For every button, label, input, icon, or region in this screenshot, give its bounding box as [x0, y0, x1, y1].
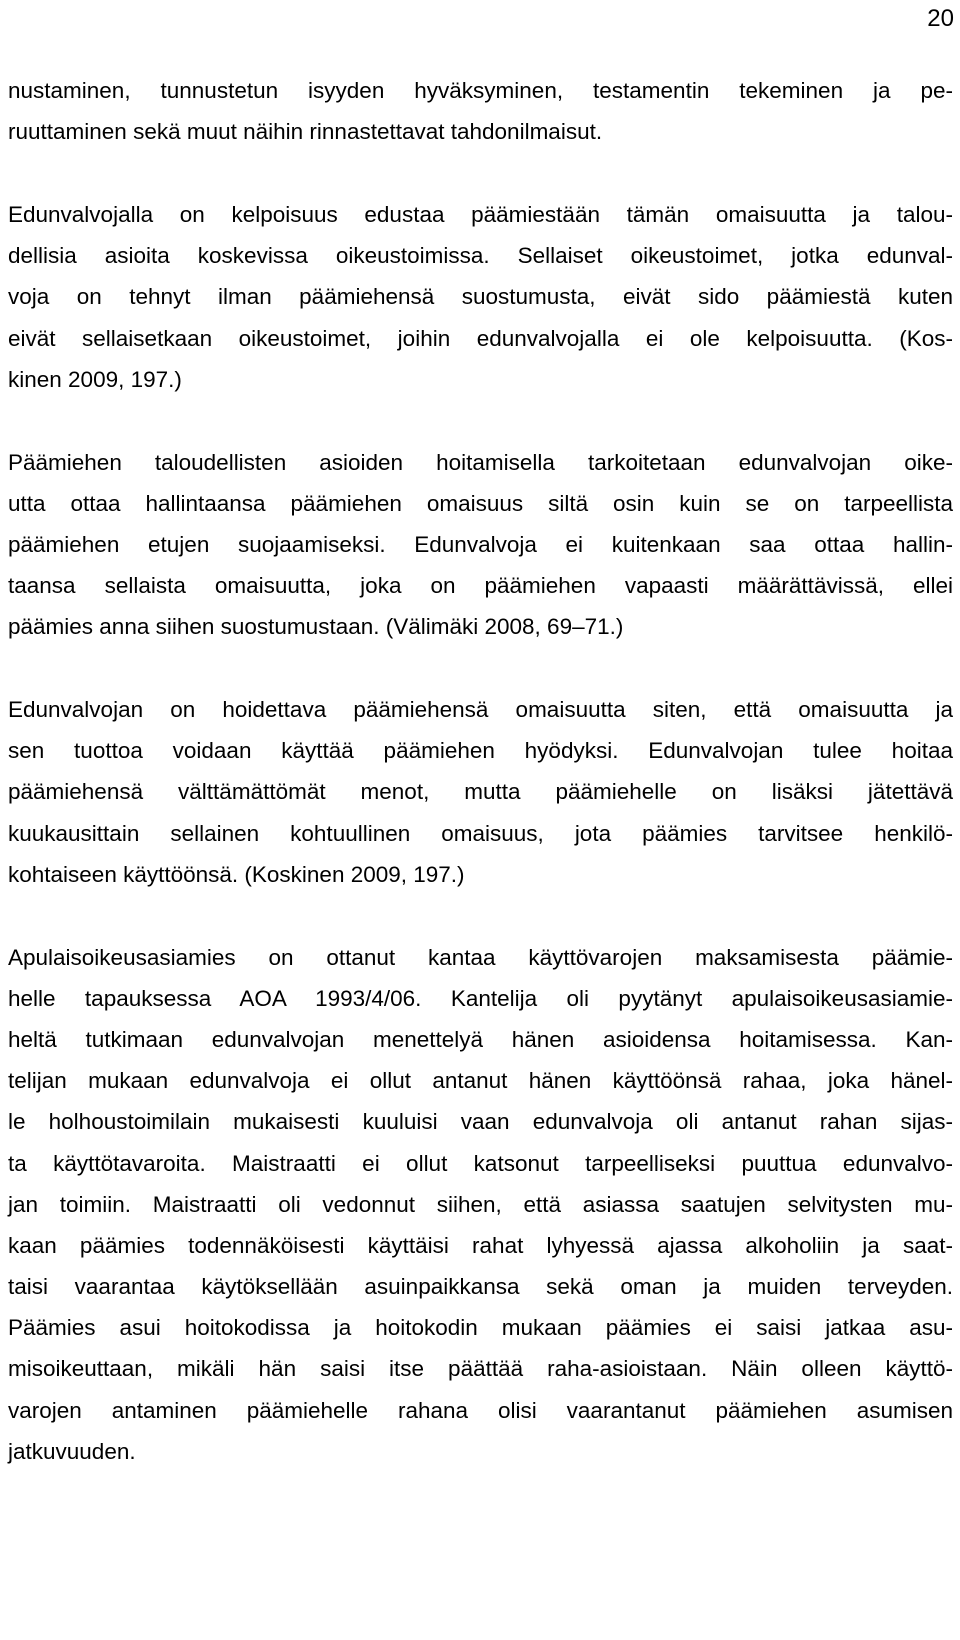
text-line: voja on tehnyt ilman päämiehensä suostumusta, eivät sido päämiestä kuten: [8, 284, 953, 310]
text-line: Päämiehen taloudellisten asioiden hoitamisella tarkoitetaan edunvalvojan oike-: [8, 449, 953, 475]
paragraph-4: [8, 689, 953, 895]
text-line: utta ottaa hallintaansa päämiehen omaisuus siltä osin kuin se on tarpeellista: [8, 490, 953, 516]
text-line: jatkuvuuden.: [8, 1438, 136, 1464]
text-line: Edunvalvojalla on kelpoisuus edustaa päämiestään tämän omaisuutta ja talou-: [8, 201, 953, 227]
text-line: kinen 2009, 197.): [8, 366, 182, 392]
text-line: le holhoustoimilain mukaisesti kuuluisi vaan edunvalvoja oli antanut rahan sijas-: [8, 1109, 953, 1135]
text-line: Päämies asui hoitokodissa ja hoitokodin mukaan päämies ei saisi jatkaa asu-: [8, 1315, 953, 1341]
text-line: dellisia asioita koskevissa oikeustoimissa. Sellaiset oikeustoimet, jotka edunval-: [8, 243, 953, 269]
text-line: sen tuottoa voidaan käyttää päämiehen hyödyksi. Edunvalvojan tulee hoitaa: [8, 738, 953, 764]
text-line: Apulaisoikeusasiamies on ottanut kantaa käyttövarojen maksamisesta päämie-: [8, 944, 953, 970]
text-line: jan toimiin. Maistraatti oli vedonnut siihen, että asiassa saatujen selvitysten mu-: [8, 1191, 953, 1217]
paragraph-2: [8, 194, 953, 400]
text-line: ta käyttötavaroita. Maistraatti ei ollut katsonut tarpeelliseksi puuttua edunvalvo-: [8, 1150, 953, 1176]
text-line: päämies anna siihen suostumustaan. (Välimäki 2008, 69–71.): [8, 614, 624, 640]
text-line: kaan päämies todennäköisesti käyttäisi rahat lyhyessä ajassa alkoholiin ja saat-: [8, 1232, 953, 1258]
text-line: päämiehensä välttämättömät menot, mutta päämiehelle on lisäksi jätettävä: [8, 779, 953, 805]
text-line: päämiehen etujen suojaamiseksi. Edunvalvoja ei kuitenkaan saa ottaa hallin-: [8, 531, 953, 557]
paragraph-1: [8, 70, 953, 152]
page-number: 20: [927, 5, 954, 32]
text-line: heltä tutkimaan edunvalvojan menettelyä hänen asioidensa hoitamisessa. Kan-: [8, 1026, 953, 1052]
text-line: taisi vaarantaa käytöksellään asuinpaikkansa sekä oman ja muiden terveyden.: [8, 1274, 953, 1300]
text-line: taansa sellaista omaisuutta, joka on päämiehen vapaasti määrättävissä, ellei: [8, 573, 953, 599]
text-line: kuukausittain sellainen kohtuullinen omaisuus, jota päämies tarvitsee henkilö-: [8, 820, 953, 846]
text-line: helle tapauksessa AOA 1993/4/06. Kantelija oli pyytänyt apulaisoikeusasiamie-: [8, 985, 953, 1011]
text-line: varojen antaminen päämiehelle rahana olisi vaarantanut päämiehen asumisen: [8, 1397, 953, 1423]
text-line: telijan mukaan edunvalvoja ei ollut antanut hänen käyttöönsä rahaa, joka hänel-: [8, 1068, 953, 1094]
text-line: eivät sellaisetkaan oikeustoimet, joihin edunvalvojalla ei ole kelpoisuutta. (Kos-: [8, 325, 953, 351]
text-line: kohtaiseen käyttöönsä. (Koskinen 2009, 197.): [8, 861, 465, 887]
text-line: ruuttaminen sekä muut näihin rinnastettavat tahdonilmaisut.: [8, 119, 603, 145]
paragraph-3: [8, 442, 953, 648]
paragraph-5: [8, 937, 953, 1472]
text-line: Edunvalvojan on hoidettava päämiehensä omaisuutta siten, että omaisuutta ja: [8, 697, 953, 723]
document-body: [8, 70, 953, 1472]
text-line: misoikeuttaan, mikäli hän saisi itse päättää raha-asioistaan. Näin olleen käyttö-: [8, 1356, 953, 1382]
text-line: nustaminen, tunnustetun isyyden hyväksyminen, testamentin tekeminen ja pe-: [8, 78, 953, 103]
